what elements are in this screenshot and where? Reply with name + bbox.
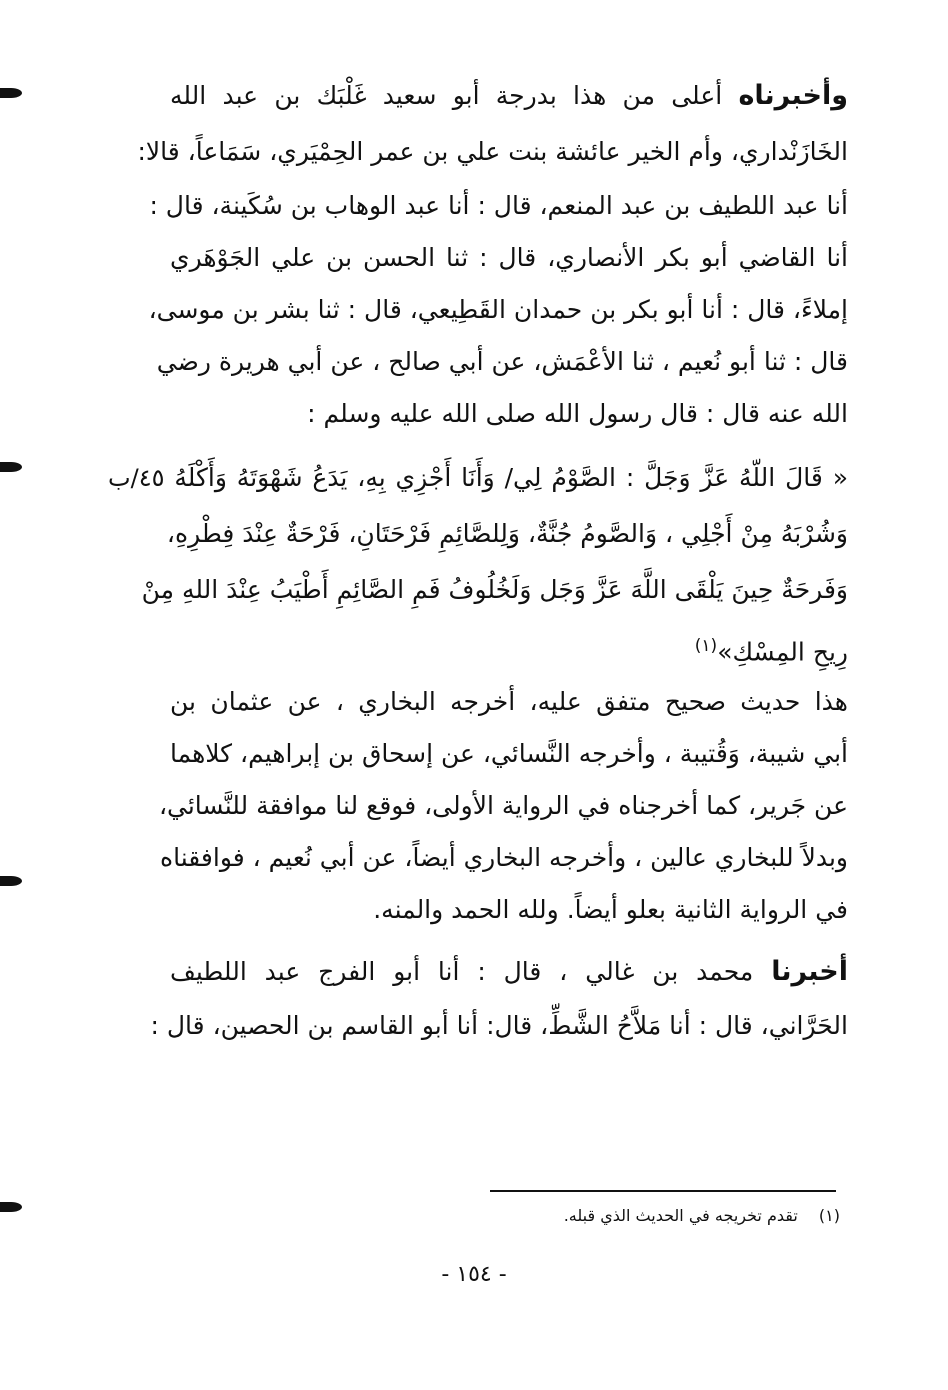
paragraph1-line-5: إملاءً، قال : أنا أبو بكر بن حمدان القَطِيعي، قال : ثنا بشر بن موسى، — [148, 295, 848, 324]
footnote-reference: (١) — [694, 636, 718, 656]
folio-marker: ٤٥/ب — [108, 464, 165, 492]
page-number: - ١٥٤ - — [441, 1262, 507, 1287]
hadith-line-1 — [108, 452, 848, 504]
hadith-line-1-text: « قَالَ اللّهُ عَزَّ وَجَلَّ : الصَّوْمُ لِي/ وَأَنَا أَجْزِي بِهِ، يَدَعُ شَهْوَتَهُ وَأَكْلَهُ — [174, 463, 848, 492]
paragraph3-lead: أخبرنا — [771, 956, 849, 987]
binding-mark — [0, 462, 22, 472]
hadith-line-2: وَشُرْبَهُ مِنْ أَجْلِي ، وَالصَّومُ جُنَّةٌ، وَلِلصَّائِمِ فَرْحَتَانِ، فَرْحَةٌ عِنْدَ فِطْرِهِ، — [166, 519, 848, 548]
paragraph2-line-2: أبي شيبة، وَقُتيبة ، وأخرجه النَّسائي، عن إسحاق بن إبراهيم، كلاهما — [170, 739, 848, 768]
footnote-divider — [490, 1190, 836, 1192]
binding-mark — [0, 88, 22, 98]
footnote-text: تقدم تخريجه في الحديث الذي قبله. — [563, 1206, 798, 1225]
paragraph3-line-1-text: محمد بن غالي ، قال : أنا أبو الفرج عبد اللطيف — [170, 957, 754, 986]
paragraph3-line-1 — [170, 946, 848, 998]
hadith-line-3: وَفَرحَةٌ حِينَ يَلْقَى اللَّهَ عَزَّ وَجَل وَلَخُلُوفُ فَمِ الصَّائِمِ أَطْيَبُ عِنْدَ اللهِ مِنْ — [141, 575, 848, 604]
binding-mark — [0, 876, 22, 886]
paragraph2-line-4: وبدلاً للبخاري عالين ، وأخرجه البخاري أيضاً، عن أبي نُعيم ، فوافقناه — [160, 843, 848, 872]
paragraph2-line-3: عن جَرير، كما أخرجناه في الرواية الأولى، فوقع لنا موافقة للنَّسائي، — [158, 791, 848, 820]
paragraph1-line-3: أنا عبد اللطيف بن عبد المنعم، قال : أنا عبد الوهاب بن سُكَينة، قال : — [149, 191, 848, 220]
footnote-number: (١) — [818, 1206, 840, 1225]
paragraph3-line-2: الحَرَّاني، قال : أنا مَلاَّحُ الشَّطِّ، قال: أنا أبو القاسم بن الحصين، قال : — [150, 1011, 848, 1040]
paragraph2-line-1: هذا حديث صحيح متفق عليه، أخرجه البخاري ، عن عثمان بن — [170, 687, 848, 716]
binding-mark — [0, 1202, 22, 1212]
paragraph1-line-1 — [170, 70, 848, 122]
paragraph2-line-5: في الرواية الثانية بعلو أيضاً. ولله الحمد والمنه. — [373, 895, 848, 924]
paragraph1-line-2: الخَازَنْداري، وأم الخير عائشة بنت علي بن عمر الحِمْيَري، سَمَاعاً، قالا: — [137, 137, 848, 166]
paragraph1-line-4: أنا القاضي أبو بكر الأنصاري، قال : ثنا الحسن بن علي الجَوْهَري — [170, 243, 848, 272]
hadith-line-4 — [170, 620, 848, 678]
hadith-line-4-text: رِيحِ المِسْكِ» — [717, 637, 848, 667]
paragraph1-line-6: قال : ثنا أبو نُعيم ، ثنا الأعْمَش، عن أبي صالح ، عن أبي هريرة رضي — [156, 347, 848, 376]
paragraph1-line-1-text: أعلى من هذا بدرجة أبو سعيد غَلْبَك بن عبد الله — [170, 81, 723, 110]
footnote — [510, 1202, 840, 1230]
paragraph1-lead: وأخبرناه — [738, 80, 848, 111]
paragraph1-line-7: الله عنه قال : قال رسول الله صلى الله عليه وسلم : — [307, 399, 848, 428]
